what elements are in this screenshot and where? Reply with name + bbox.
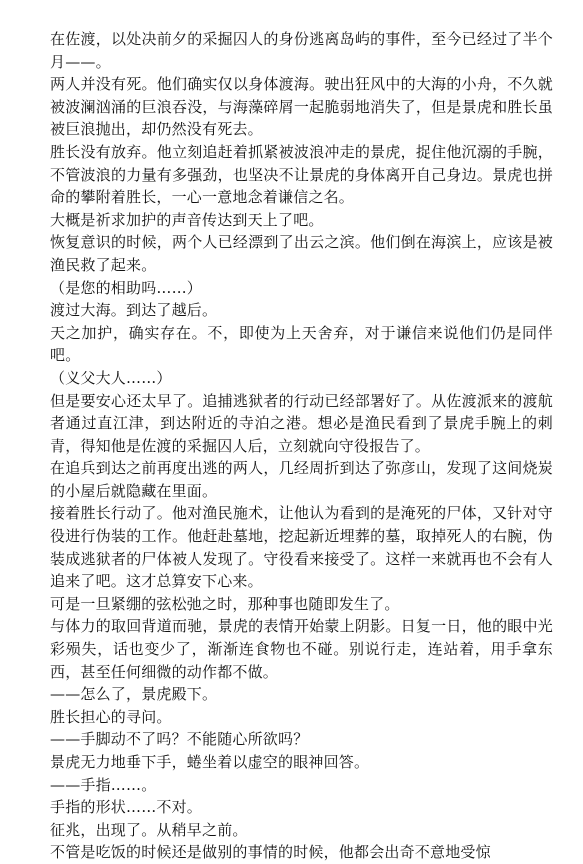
paragraph: 天之加护，确实存在。不，即使为上天舍弃，对于谦信来说他们仍是同伴吧。	[50, 323, 553, 365]
paragraph: 在追兵到达之前再度出逃的两人，几经周折到达了弥彦山，发现了这间烧炭的小屋后就隐藏在里面。	[50, 459, 553, 500]
paragraph: 景虎无力地垂下手，蜷坐着以虚空的眼神回答。	[50, 753, 370, 771]
paragraph: （义父大人……）	[50, 368, 172, 387]
paragraph: 不管是吃饭的时候还是做别的事情的时候，他都会出奇不意地受惊	[50, 843, 491, 862]
paragraph: ——手指……。	[50, 775, 157, 794]
paragraph: 大概是祈求加护的声音传达到天上了吧。	[50, 210, 324, 229]
paragraph: 胜长没有放弃。他立刻追赶着抓紧被波浪冲走的景虎，捉住他沉溺的手腕，不管波浪的力量有多强劲，也坚决不让景虎的身体离开自己身边。景虎也拼命的攀附着胜长，一心一意地念着谦信之名。	[50, 142, 553, 207]
paragraph: 可是一旦紧绷的弦松弛之时，那种事也随即发生了。	[50, 594, 400, 613]
paragraph: 接着胜长行动了。他对渔民施术，让他认为看到的是淹死的尸体，又针对守役进行伪装的工作。他赶赴墓地，挖起新近埋葬的墓，取掉死人的右腕，伪装成逃狱者的尸体被人发现了。守役看来接受了。这样一来就再也不会有人追来了吧。这才总算安下心来。	[50, 504, 553, 591]
paragraph: 两人并没有死。他们确实仅以身体渡海。驶出狂风中的大海的小舟，不久就被波澜汹涌的巨浪吞没，与海藻碎屑一起脆弱地消失了，但是景虎和胜长虽被巨浪抛出，却仍然没有死去。	[50, 75, 553, 139]
paragraph: 在佐渡，以处决前夕的采掘囚人的身份逃离岛屿的事件，至今已经过了半个月——。	[50, 30, 553, 71]
paragraph: 与体力的取回背道而驰，景虎的表情开始蒙上阴影。日复一日，他的眼中光彩殒失，话也变少了，渐渐连食物也不碰。别说行走，连站着，用手拿东西，甚至任何细微的动作都不做。	[50, 617, 553, 681]
paragraph: 胜长担心的寻问。	[50, 707, 172, 726]
paragraph: 征兆，出现了。从稍早之前。	[50, 820, 248, 839]
paragraph: ——怎么了，景虎殿下。	[50, 685, 218, 704]
paragraph: 恢复意识的时候，两个人已经漂到了出云之滨。他们倒在海滨上，应该是被渔民救了起来。	[50, 233, 553, 274]
paragraph: 手指的形状……不对。	[50, 798, 203, 817]
paragraph: （是您的相助吗……）	[50, 278, 203, 297]
paragraph: ——手脚动不了吗？不能随心所欲吗？	[50, 730, 309, 749]
paragraph: 渡过大海。到达了越后。	[50, 301, 218, 320]
paragraph: 但是要安心还太早了。追捕逃狱者的行动已经部署好了。从佐渡派来的渡航者通过直江津，到达附近的寺泊之港。想必是渔民看到了景虎手腕上的刺青，得知他是佐渡的采掘囚人后，立刻就向守役报告了。	[50, 391, 553, 455]
